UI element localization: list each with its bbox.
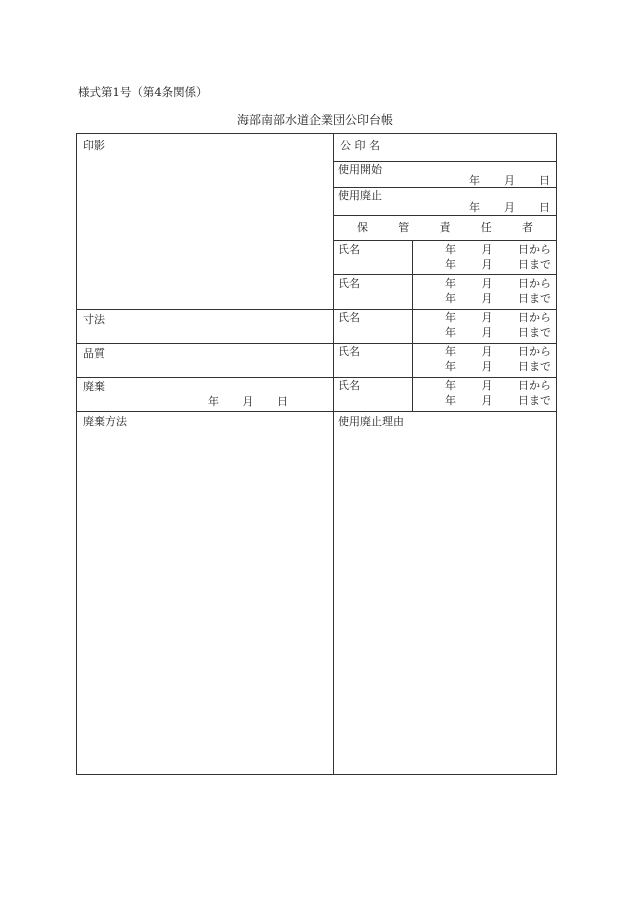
custodian-to-date: 年 月 日まで: [445, 258, 551, 271]
row-divider-custodian-1: [333, 240, 556, 241]
row-divider-disposal: [77, 377, 556, 378]
year-mark: 年: [208, 395, 219, 408]
year-mark: 年: [469, 201, 480, 214]
row-divider-use-start: [333, 161, 556, 162]
custodian-name-divider: [412, 240, 413, 411]
seal-register-table: [76, 133, 557, 775]
disposal-method-label: 廃棄方法: [83, 415, 127, 428]
custodian-name-label: 氏名: [338, 379, 360, 392]
custodian-from-date: 年 月 日から: [445, 345, 551, 358]
month-mark: 月: [242, 395, 254, 408]
custodian-from-date: 年 月 日から: [445, 277, 551, 290]
custodian-header: [357, 222, 533, 234]
custodian-name-label: 氏名: [338, 277, 360, 290]
day-mark: 日: [277, 395, 288, 408]
year-mark: 年: [469, 174, 480, 187]
use-start-label: 使用開始: [338, 163, 382, 176]
use-end-label: 使用廃止: [338, 189, 382, 202]
size-label: 寸法: [83, 313, 105, 326]
disposal-label: 廃棄: [83, 380, 105, 393]
seal-name-label: 公 印 名: [340, 139, 380, 152]
use-start-date: [469, 175, 550, 187]
custodian-from-date: 年 月 日から: [445, 311, 551, 324]
row-divider-custodian-2: [333, 274, 556, 275]
row-divider-quality: [77, 343, 556, 344]
impression-label: 印影: [83, 139, 105, 152]
custodian-name-label: 氏名: [338, 243, 360, 256]
custodian-to-date: 年 月 日まで: [445, 326, 551, 339]
document-title: 海部南部水道企業団公印台帳: [236, 113, 393, 127]
custodian-header-char: 管: [398, 221, 410, 234]
custodian-to-date: 年 月 日まで: [445, 360, 551, 373]
row-divider-method: [77, 411, 556, 412]
custodian-to-date: 年 月 日まで: [445, 394, 551, 407]
custodian-header-char: 者: [522, 221, 533, 234]
custodian-from-date: 年 月 日から: [445, 243, 551, 256]
abolition-reason-label: 使用廃止理由: [338, 415, 404, 428]
custodian-name-label: 氏名: [338, 345, 360, 358]
day-mark: 日: [539, 201, 550, 214]
row-divider-size: [77, 309, 556, 310]
custodian-name-label: 氏名: [338, 311, 360, 324]
quality-label: 品質: [83, 347, 105, 360]
custodian-header-char: 任: [480, 221, 492, 234]
custodian-from-date: 年 月 日から: [445, 379, 551, 392]
month-mark: 月: [504, 201, 515, 214]
row-divider-use-end: [333, 187, 556, 188]
custodian-header-char: 責: [439, 221, 451, 234]
form-reference: 様式第1号（第4条関係）: [78, 85, 208, 99]
column-divider: [333, 134, 334, 774]
disposal-date: [208, 396, 288, 408]
month-mark: 月: [504, 174, 515, 187]
custodian-header-char: 保: [357, 221, 368, 234]
use-end-date: [469, 202, 550, 214]
day-mark: 日: [539, 174, 550, 187]
row-divider-custodian-header: [333, 215, 556, 216]
custodian-to-date: 年 月 日まで: [445, 292, 551, 305]
